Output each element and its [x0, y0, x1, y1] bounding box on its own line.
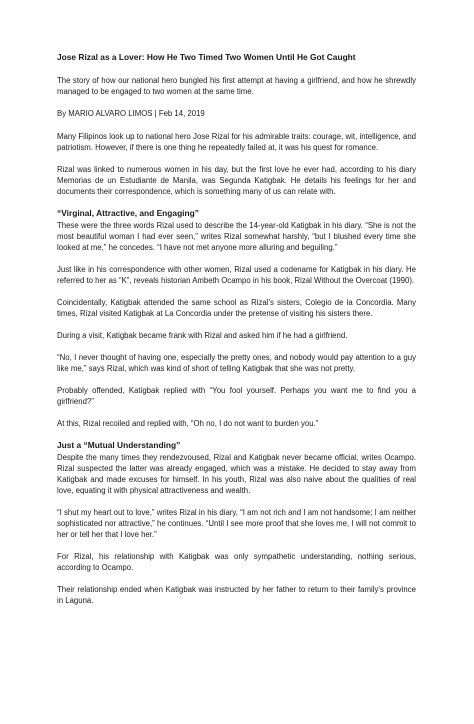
- paragraph: Despite the many times they rendezvoused, Rizal and Katigbak never became official, writes Ocampo. Rizal suspected the latter was already engaged, which was a mistake. He decided to stay away from Katigbak and made excuses for himself. In his youth, Rizal was also naive about the qualities of real love, equating it with physical attractiveness and wealth.: [57, 453, 416, 495]
- paragraph: Coincidentally, Katigbak attended the same school as Rizal’s sisters, Colegio de la Concordia. Many times, Rizal visited Katigbak at La Concordia under the pretense of visiting his sisters there.: [57, 298, 416, 318]
- article-subtitle: The story of how our national hero bungled his first attempt at having a girlfriend, and how he shrewdly managed to be engaged to two women at the same time.: [57, 76, 416, 96]
- paragraph: Just like in his correspondence with other women, Rizal used a codename for Katigbak in his diary. He referred to her as “K”, reveals historian Ambeth Ocampo in his book, Rizal Without the Overcoat (1990).: [57, 265, 416, 285]
- paragraph: Rizal was linked to numerous women in his day, but the first love he ever had, according to his diary Memorias de un Estudiante de Manila, was Segunda Katigbak. He details his feelings for her and documents their correspondence, which is something many of us can relate with.: [57, 165, 416, 196]
- paragraph: At this, Rizal recoiled and replied with, “Oh no, I do not want to burden you.”: [57, 419, 319, 428]
- paragraph: Their relationship ended when Katigbak was instructed by her father to return to their family’s province in Laguna.: [57, 585, 416, 605]
- section-heading-virginal: “Virginal, Attractive, and Engaging”: [57, 208, 199, 218]
- paragraph: “I shut my heart out to love,” writes Rizal in his diary, “I am not rich and I am not handsome; I am neither sophisticated nor attractive,” he continues. “Until I see more proof that she loves me, I will not commit to her or tell her that I love her.”: [57, 508, 416, 539]
- article-byline: By MARIO ALVARO LIMOS | Feb 14, 2019: [57, 109, 205, 118]
- paragraph: During a visit, Katigbak became frank with Rizal and asked him if he had a girlfriend.: [57, 331, 348, 340]
- paragraph: “No, I never thought of having one, especially the pretty ones, and nobody would pay attention to a guy like me,” says Rizal, which was kind of short of telling Katigbak that she was not pretty.: [57, 353, 416, 373]
- paragraph: Probably offended, Katigbak replied with “You fool yourself. Perhaps you want me to find you a girlfriend?”: [57, 386, 416, 406]
- paragraph: For Rizal, his relationship with Katigbak was only sympathetic understanding, nothing serious, according to Ocampo.: [57, 552, 416, 572]
- paragraph: These were the three words Rizal used to describe the 14-year-old Katigbak in his diary. “She is not the most beautiful woman I had ever seen,” writes Rizal somewhat harshly, “but I blushed every time she looked at me,” he concedes. “I have not met anyone more alluring and beguiling.”: [57, 221, 416, 252]
- section-heading-mutual-understanding: Just a “Mutual Understanding”: [57, 440, 181, 450]
- paragraph: Many Filipinos look up to national hero Jose Rizal for his admirable traits: courage, wit, intelligence, and patriotism. However, if there is one thing he repeatedly failed at, it was his quest for romance.: [57, 132, 416, 152]
- article-title: Jose Rizal as a Lover: How He Two Timed Two Women Until He Got Caught: [57, 52, 356, 62]
